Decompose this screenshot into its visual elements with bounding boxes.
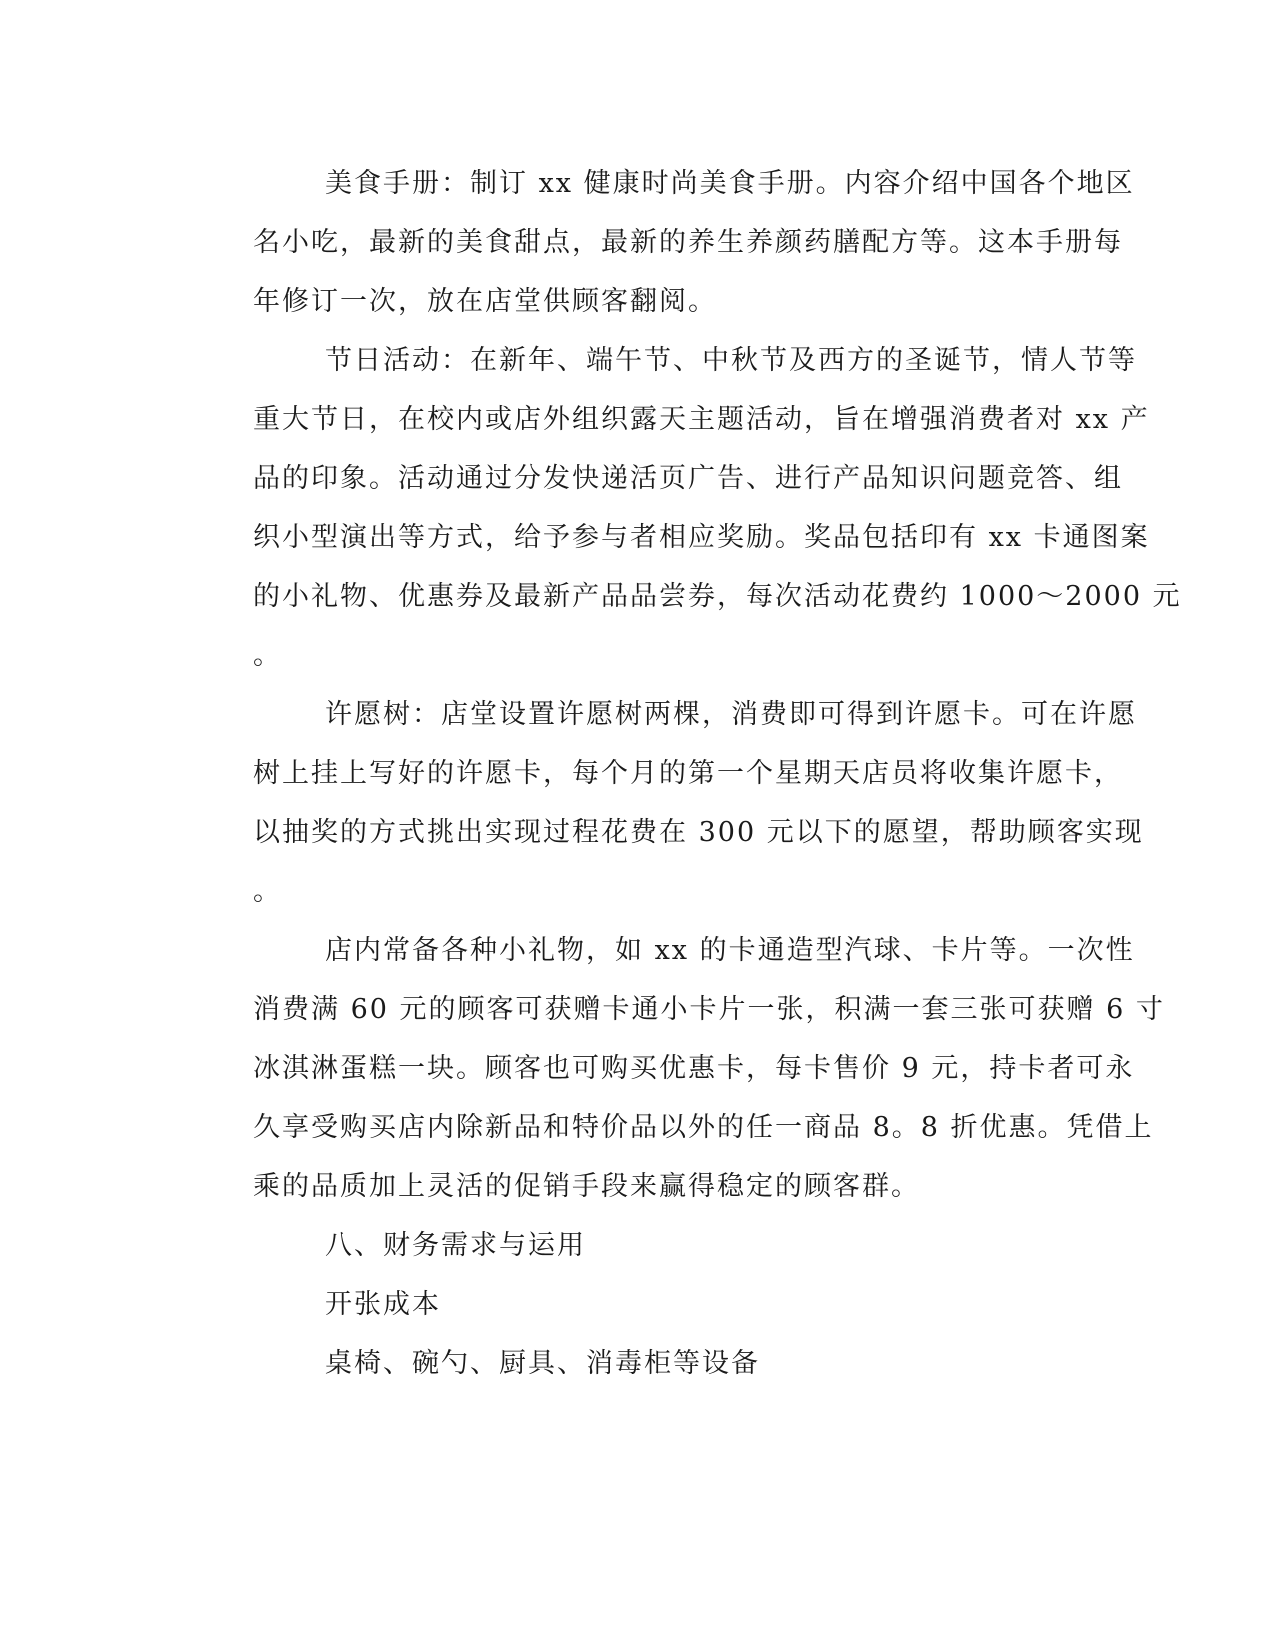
text-line: 冰淇淋蛋糕一块。顾客也可购买优惠卡，每卡售价 9 元，持卡者可永 bbox=[253, 1053, 1135, 1084]
text-line: 名小吃，最新的美食甜点，最新的养生养颜药膳配方等。这本手册每 bbox=[253, 227, 1123, 258]
text-line: 桌椅、碗勺、厨具、消毒柜等设备 bbox=[325, 1348, 760, 1379]
paragraph-equipment bbox=[181, 1334, 1031, 1393]
text-line: 乘的品质加上灵活的促销手段来赢得稳定的顾客群。 bbox=[253, 1171, 920, 1202]
text-line: 久享受购买店内除新品和特价品以外的任一商品 8。8 折优惠。凭借上 bbox=[253, 1112, 1154, 1143]
paragraph-holiday-events bbox=[181, 331, 1182, 685]
text-line: 许愿树：店堂设置许愿树两棵，消费即可得到许愿卡。可在许愿 bbox=[325, 699, 1137, 730]
paragraph-wishing-tree bbox=[181, 685, 1144, 921]
text-line: 的小礼物、优惠券及最新产品品尝券，每次活动花费约 1000～2000 元 bbox=[253, 581, 1182, 612]
heading-text: 八、财务需求与运用 bbox=[325, 1230, 586, 1261]
text-line: 以抽奖的方式挑出实现过程花费在 300 元以下的愿望，帮助顾客实现 bbox=[253, 817, 1144, 848]
text-line: 树上挂上写好的许愿卡，每个月的第一个星期天店员将收集许愿卡， bbox=[253, 758, 1123, 789]
document-body bbox=[181, 154, 1182, 1393]
text-line: 消费满 60 元的顾客可获赠卡通小卡片一张，积满一套三张可获赠 6 寸 bbox=[253, 994, 1165, 1025]
text-line: 。 bbox=[253, 640, 282, 671]
section-heading-finance bbox=[181, 1216, 1031, 1275]
text-line: 美食手册：制订 xx 健康时尚美食手册。内容介绍中国各个地区 bbox=[325, 168, 1135, 199]
text-line: 店内常备各种小礼物，如 xx 的卡通造型汽球、卡片等。一次性 bbox=[325, 935, 1135, 966]
text-line: 重大节日，在校内或店外组织露天主题活动，旨在增强消费者对 xx 产 bbox=[253, 404, 1150, 435]
text-line: 年修订一次，放在店堂供顾客翻阅。 bbox=[253, 286, 717, 317]
heading-text: 开张成本 bbox=[325, 1289, 441, 1320]
text-line: 节日活动：在新年、端午节、中秋节及西方的圣诞节，情人节等 bbox=[325, 345, 1137, 376]
subheading-opening-cost bbox=[181, 1275, 1031, 1334]
text-line: 织小型演出等方式，给予参与者相应奖励。奖品包括印有 xx 卡通图案 bbox=[253, 522, 1150, 553]
paragraph-food-handbook bbox=[181, 154, 1135, 331]
text-line: 品的印象。活动通过分发快递活页广告、进行产品知识问题竞答、组 bbox=[253, 463, 1123, 494]
text-line: 。 bbox=[253, 876, 282, 907]
paragraph-gifts-promotion bbox=[181, 921, 1165, 1216]
